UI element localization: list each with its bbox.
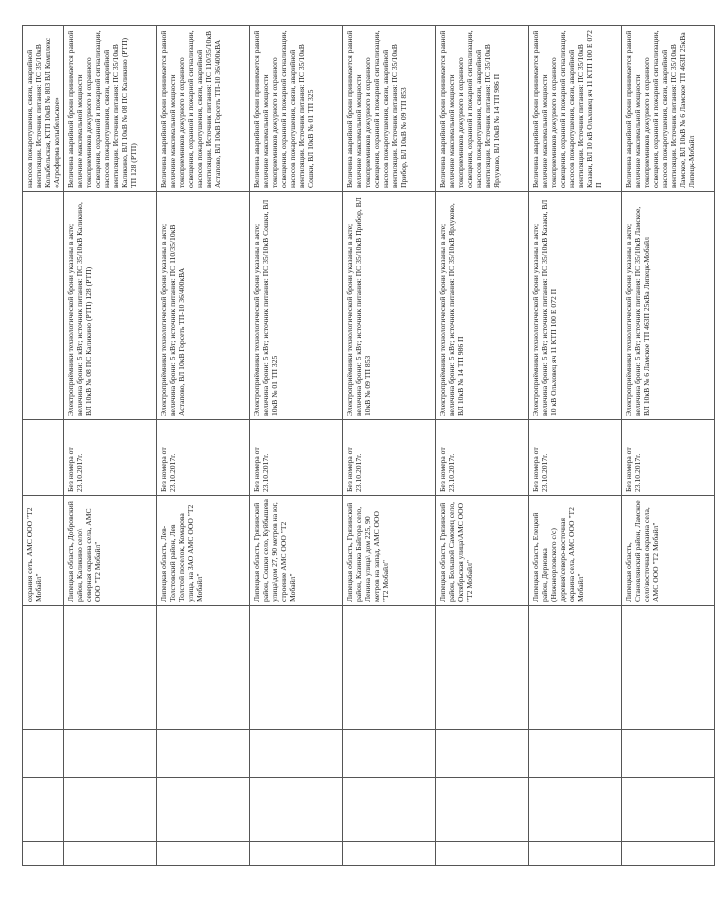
row-number-cell — [436, 842, 529, 866]
empty-cell — [64, 778, 157, 842]
date-cell: Без номера от 23.10.2017г. — [157, 420, 250, 496]
tech-reserve-cell: Электроприёмники технологической брони указаны в акте; величина брони: 5 кВт; источник питания: ПС 110/35/10кВ Астапово, ВЛ 10кВ Горсеть ТП-10 36/400кВА — [157, 192, 250, 420]
empty-cell — [157, 730, 250, 778]
empty-cell — [23, 606, 64, 730]
address-cell: Липецкая область, Становлянский район, Ламское село\восточная окраина села, АМС ООО "Т2 Мобайл" — [622, 496, 715, 606]
date-cell: Без номера от 23.10.2017г. — [622, 420, 715, 496]
table-row — [529, 26, 622, 866]
table-row — [64, 26, 157, 866]
table-row — [250, 26, 343, 866]
address-cell: Липецкая область, Елецкий район, Дерновка (Нижнеорловского с/с) деревня\северо-восточная окраина села, АМС ООО "Т2 Мобайл" — [529, 496, 622, 606]
date-cell: Без номера от 23.10.2017г. — [64, 420, 157, 496]
address-cell: охрания сеть. АМС ООО "Т2 Мобайл" — [23, 496, 64, 606]
empty-cell — [529, 606, 622, 730]
emergency-reserve-cell: Величина аварийной брони принимается равной величине максимальной мощности токоприемников дежурного и охранного освещения, охранной и пожарной сигнализации, насосов пожаротушения, связи, аварийной вентиляции. Источник питания: ПС 35/10кВ Сошки, ВЛ 10кВ № 01 ТП 325 — [250, 26, 343, 192]
empty-cell — [622, 606, 715, 730]
address-cell: Липецкая область, Лев-Толстовский район, Лев Толстой поселок, Комарова улица, на ЗАО АМС ООО "Т2 Мобайл" — [157, 496, 250, 606]
reservation-table — [22, 25, 715, 866]
empty-cell — [436, 606, 529, 730]
empty-cell — [436, 778, 529, 842]
date-cell: Без номера от 23.10.2017г. — [250, 420, 343, 496]
tech-reserve-cell: Электроприёмники технологической брони указаны в акте; величина брони: 5 кВт; источник питания: ПС 35/10кВ Казаки, ВЛ 10 кВ Ольховец яч 11 КТП 100 Е 072 П — [529, 192, 622, 420]
row-number-cell — [64, 842, 157, 866]
row-number-cell — [622, 842, 715, 866]
empty-cell — [529, 778, 622, 842]
tech-reserve-cell: Электроприёмники технологической брони указаны в акте; величина брони: 5 кВт; источник питания: ПС 35/10кВ Сошки, ВЛ 10кВ № 01 ТП 325 — [250, 192, 343, 420]
empty-cell — [23, 778, 64, 842]
address-cell: Липецкая область, Добровский район, Каликино село\ северная окраина села, АМС ООО "Т2 Мобайл" — [64, 496, 157, 606]
address-cell: Липецкая область, Грязинский район, Казинка Байгора село, Ленина улица\ дом 225, 90 метров на запад, АМС ООО "Т2 Мобайл" — [343, 496, 436, 606]
empty-cell — [250, 730, 343, 778]
date-cell: Без номера от 23.10.2017г. — [343, 420, 436, 496]
empty-cell — [157, 606, 250, 730]
address-cell: Липецкая область, Грязинский район, Сошки село, Куйбышева улица\дом 27, 90 метров на юг, строение АМС ООО "Т2 Мобайл" — [250, 496, 343, 606]
tech-reserve-cell: Электроприёмники технологической брони указаны в акте; величина брони: 5 кВт; источник питания: ПС 35/10кВ Каликино, ВЛ 10кВ № 08 ПС Каликино (РТП) 128 (РТП) — [64, 192, 157, 420]
empty-cell — [343, 778, 436, 842]
empty-cell — [622, 730, 715, 778]
emergency-reserve-cell: Величина аварийной брони принимается равной величине максимальной мощности токоприемников дежурного и охранного освещения, охранной и пожарной сигнализации, насосов пожаротушения, связи, аварийной вентиляции. Источник питания: ПС 35/10кВ Казаки, ВЛ 10 кВ Ольховец яч 11 КТП 100 Е 072 П — [529, 26, 622, 192]
emergency-reserve-cell: Величина аварийной брони принимается равной величине максимальной мощности токоприемников дежурного и охранного освещения, охранной и пожарной сигнализации, насосов пожаротушения, связи, аварийной вентиляции. Источник питания: ПС 35/10кВ Прибор, ВЛ 10кВ № 09 ТП 853 — [343, 26, 436, 192]
empty-cell — [529, 730, 622, 778]
tech-reserve-cell: Электроприёмники технологической брони указаны в акте; величина брони: 5 кВт; источник питания: ПС 35/10кВ Прибор, ВЛ 10кВ № 09 ТП 853 — [343, 192, 436, 420]
empty-cell — [622, 778, 715, 842]
date-cell: Без номера от 23.10.2017г. — [436, 420, 529, 496]
emergency-reserve-cell: насосов пожаротушения, связи, аварийной вентиляции. Источник питания: ПС 35/10кВ Колыбельская, КТП 10кВ № 803 ВЛ Комплекс «Агрофирма колыбельское» — [23, 26, 64, 192]
table-row — [343, 26, 436, 866]
empty-cell — [157, 778, 250, 842]
date-cell — [23, 420, 64, 496]
address-cell: Липецкая область, Грязинский район, Большой Самовец село, Октябрьская улица\АМС ООО "Т2 Мобайл" — [436, 496, 529, 606]
row-number-cell — [23, 842, 64, 866]
row-number-cell — [343, 842, 436, 866]
empty-cell — [250, 606, 343, 730]
emergency-reserve-cell: Величина аварийной брони принимается равной величине максимальной мощности токоприемников дежурного и охранного освещения, охранной и пожарной сигнализации, насосов пожаротушения, связи, аварийной вентиляции. Источник питания: ПС 110/35/10кВ Астапово, ВЛ 10кВ Горсеть ТП-10 36/400кВА — [157, 26, 250, 192]
table-row — [622, 26, 715, 866]
empty-cell — [64, 606, 157, 730]
rotated-table-wrapper — [22, 26, 696, 866]
table-row — [157, 26, 250, 866]
empty-cell — [343, 730, 436, 778]
row-number-cell — [529, 842, 622, 866]
document-page — [22, 26, 696, 866]
empty-cell — [436, 730, 529, 778]
emergency-reserve-cell: Величина аварийной брони принимается равной величине максимальной мощности токоприемников дежурного и охранного освещения, охранной и пожарной сигнализации, насосов пожаротушения, связи, аварийной вентиляции. Источник питания: ПС 35/10кВ Ярлуково, ВЛ 10кВ № 14 ТП 986 П — [436, 26, 529, 192]
emergency-reserve-cell: Величина аварийной брони принимается равной величине максимальной мощности токоприемников дежурного и охранного освещения, охранной и пожарной сигнализации, насосов пожаротушения, связи, аварийной вентиляции. Источник питания: ПС 35/10кВ Каликино, ВЛ 10кВ № 08 ПС Каликино (РТП) ТП 128 (РТП) — [64, 26, 157, 192]
emergency-reserve-cell: Величина аварийной брони принимается равной величине максимальной мощности токоприемников дежурного и охранного освещения, охранной и пожарной сигнализации, насосов пожаротушения, связи, аварийной вентиляции. Источник питания: ПС 35/10кВ Ламское, ВЛ 10кВ № 6 Ламское ТП 463П 25кВа Липецк-Мобайл — [622, 26, 715, 192]
row-number-cell — [250, 842, 343, 866]
tech-reserve-cell — [23, 192, 64, 420]
row-number-cell — [157, 842, 250, 866]
tech-reserve-cell: Электроприёмники технологической брони указаны в акте; величина брони: 5 кВт; источник питания: ПС 35/10кВ Ламское, ВЛ 10кВ № 6 Ламское ТП 463П 25кВа Липецк-Мобайл — [622, 192, 715, 420]
tech-reserve-cell: Электроприёмники технологической брони указаны в акте; величина брони: 5 кВт; источник питания: ПС 35/10кВ Ярлуково, ВЛ 10кВ № 14 ТП 986 П — [436, 192, 529, 420]
empty-cell — [343, 606, 436, 730]
empty-cell — [64, 730, 157, 778]
date-cell: Без номера от 23.10.2017г. — [529, 420, 622, 496]
empty-cell — [23, 730, 64, 778]
table-row — [436, 26, 529, 866]
empty-cell — [250, 778, 343, 842]
table-row — [23, 26, 64, 866]
